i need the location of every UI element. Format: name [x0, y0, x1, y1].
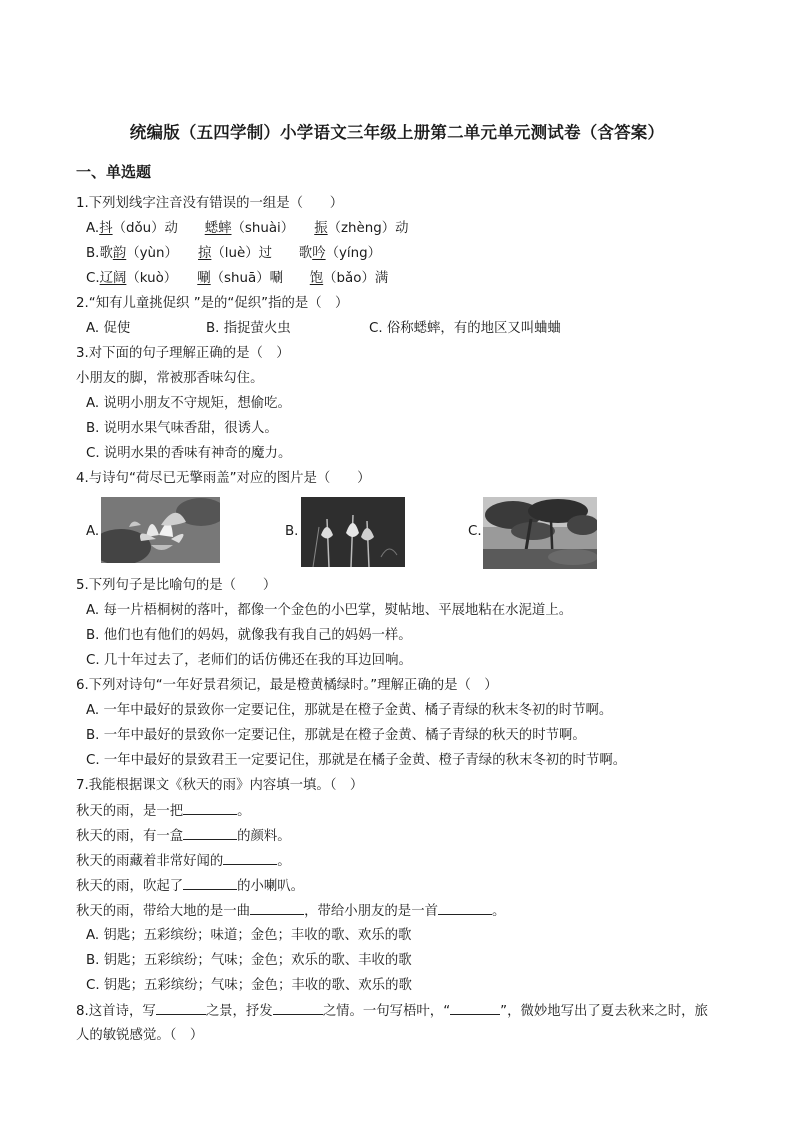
- question-7-fill-line-4: [76, 877, 304, 896]
- question-2-option-c[interactable]: C. 俗称蟋蟀，有的地区又叫蛐蛐: [369, 321, 561, 336]
- question-6-stem: 6.下列对诗句“一年好景君须记，最是橙黄橘绿时。”理解正确的是（ ）: [76, 678, 498, 693]
- fill-text: 。: [237, 804, 251, 819]
- question-1-option-a[interactable]: [86, 220, 409, 238]
- question-7-stem: 7.我能根据课文《秋天的雨》内容填一填。（ ）: [76, 778, 364, 793]
- fill-text: 秋天的雨，是一把: [76, 804, 184, 819]
- question-5-stem: 5.下列句子是比喻句的是（ ）: [76, 578, 277, 593]
- question-6-option-c[interactable]: C. 一年中最好的景致君王一定要记住，那就是在橘子金黄、橙子青绿的秋末冬初的时节啊。: [86, 753, 627, 768]
- fill-blank[interactable]: [450, 1002, 500, 1015]
- option-text: A.: [86, 221, 100, 236]
- question-4-option-c-label[interactable]: C.: [468, 524, 482, 539]
- page-title: 统编版（五四学制）小学语文三年级上册第二单元单元测试卷（含答案）: [129, 123, 665, 142]
- question-7-fill-line-1: [76, 802, 251, 821]
- question-1-option-c[interactable]: [86, 270, 388, 288]
- question-7-fill-line-3: [76, 852, 291, 871]
- fill-text: 秋天的雨，有一盒: [76, 829, 184, 844]
- option-text: （shuā）唰: [210, 271, 310, 286]
- fill-blank[interactable]: [183, 802, 237, 815]
- fill-text: 秋天的雨，带给大地的是一曲: [76, 904, 251, 919]
- question-5-option-b[interactable]: B. 他们也有他们的妈妈，就像我有我自己的妈妈一样。: [86, 628, 412, 643]
- option-text: （kuò）: [126, 271, 198, 286]
- option-text: （yíng）: [325, 246, 381, 261]
- question-2-option-b[interactable]: B. 指捉萤火虫: [206, 321, 291, 336]
- option-text: （zhèng）动: [327, 221, 409, 236]
- pine-tree-image[interactable]: [483, 497, 597, 569]
- question-4-stem: 4.与诗句“荷尽已无擎雨盖”对应的图片是（ ）: [76, 471, 371, 486]
- section-heading: 一、单选题: [76, 163, 152, 181]
- fill-text: ，带给小朋友的是一首: [304, 904, 438, 919]
- option-text: （dǒu）动: [112, 221, 205, 236]
- fill-blank[interactable]: [156, 1002, 206, 1015]
- fill-text: 。: [491, 904, 506, 919]
- underlined-char: 抖: [99, 221, 113, 236]
- fill-text: 8.这首诗，写: [76, 1004, 156, 1019]
- fill-blank[interactable]: [223, 852, 277, 865]
- option-text: （yùn）: [126, 246, 198, 261]
- fill-text: 秋天的雨藏着非常好闻的: [76, 854, 224, 869]
- option-text: B.歌: [86, 246, 113, 261]
- underlined-char: 蟋蟀: [204, 221, 232, 236]
- fill-text: 之景，抒发: [205, 1004, 273, 1019]
- question-8-stem-line-2: 人的敏锐感觉。（ ）: [76, 1028, 204, 1043]
- fill-blank[interactable]: [183, 827, 237, 840]
- fill-text: 的颜料。: [237, 829, 291, 844]
- question-6-option-a[interactable]: A. 一年中最好的景致你一定要记住，那就是在橙子金黄、橘子青绿的秋末冬初的时节啊。: [86, 703, 613, 718]
- question-7-fill-line-2: [76, 827, 291, 846]
- question-7-option-a[interactable]: A. 钥匙；五彩缤纷；味道；金色；丰收的歌、欢乐的歌: [86, 928, 412, 943]
- underlined-char: 掠: [198, 246, 212, 261]
- question-3-option-c[interactable]: C. 说明水果的香味有神奇的魔力。: [86, 446, 292, 461]
- question-3-sentence: 小朋友的脚，常被那香味勾住。: [76, 371, 264, 386]
- underlined-char: 吟: [312, 246, 326, 261]
- question-3-option-b[interactable]: B. 说明水果气味香甜，很诱人。: [86, 421, 278, 436]
- fill-blank[interactable]: [183, 877, 237, 890]
- question-3-option-a[interactable]: A. 说明小朋友不守规矩，想偷吃。: [86, 396, 291, 411]
- fill-blank[interactable]: [438, 902, 492, 915]
- fill-blank[interactable]: [250, 902, 304, 915]
- option-text: （luè）过 歌: [211, 246, 313, 261]
- question-2-option-a[interactable]: A. 促使: [86, 321, 131, 336]
- question-8-stem-line-1: [76, 1002, 708, 1021]
- question-4-option-a-label[interactable]: A.: [86, 524, 100, 539]
- question-5-option-c[interactable]: C. 几十年过去了，老师们的话仿佛还在我的耳边回响。: [86, 653, 412, 668]
- fill-text: 之情。一句写梧叶，“: [322, 1004, 451, 1019]
- underlined-char: 唰: [197, 271, 211, 286]
- option-text: （shuài）: [231, 221, 315, 236]
- fill-text: 秋天的雨，吹起了: [76, 879, 184, 894]
- question-3-stem: 3.对下面的句子理解正确的是（ ）: [76, 346, 290, 361]
- fill-text: 的小喇叭。: [237, 879, 305, 894]
- withered-lotus-image[interactable]: [301, 497, 405, 567]
- fill-text: ”，微妙地写出了夏去秋来之时，旅: [500, 1004, 708, 1019]
- option-text: （bǎo）满: [323, 271, 389, 286]
- question-2-stem: 2.“知有儿童挑促织 ”是的“促织”指的是（ ）: [76, 296, 349, 311]
- option-text: C.: [86, 271, 100, 286]
- question-7-option-c[interactable]: C. 钥匙；五彩缤纷；气味；金色；丰收的歌、欢乐的歌: [86, 978, 412, 993]
- question-7-fill-line-5: [76, 902, 505, 921]
- underlined-char: 饱: [309, 271, 324, 286]
- fill-blank[interactable]: [273, 1002, 323, 1015]
- question-7-option-b[interactable]: B. 钥匙；五彩缤纷；气味；金色；欢乐的歌、丰收的歌: [86, 953, 412, 968]
- fill-text: 。: [277, 854, 291, 869]
- question-1-stem: 1.下列划线字注音没有错误的一组是（ ）: [76, 196, 344, 211]
- question-5-option-a[interactable]: A. 每一片梧桐树的落叶，都像一个金色的小巴掌，熨帖地、平展地粘在水泥道上。: [86, 603, 573, 618]
- question-6-option-b[interactable]: B. 一年中最好的景致你一定要记住，那就是在橙子金黄、橘子青绿的秋天的时节啊。: [86, 728, 586, 743]
- question-1-option-b[interactable]: [86, 245, 381, 263]
- lotus-flower-image[interactable]: [101, 497, 220, 563]
- underlined-char: 韵: [112, 246, 127, 261]
- underlined-char: 辽阔: [99, 271, 127, 286]
- underlined-char: 振: [314, 221, 328, 236]
- question-4-option-b-label[interactable]: B.: [285, 524, 299, 539]
